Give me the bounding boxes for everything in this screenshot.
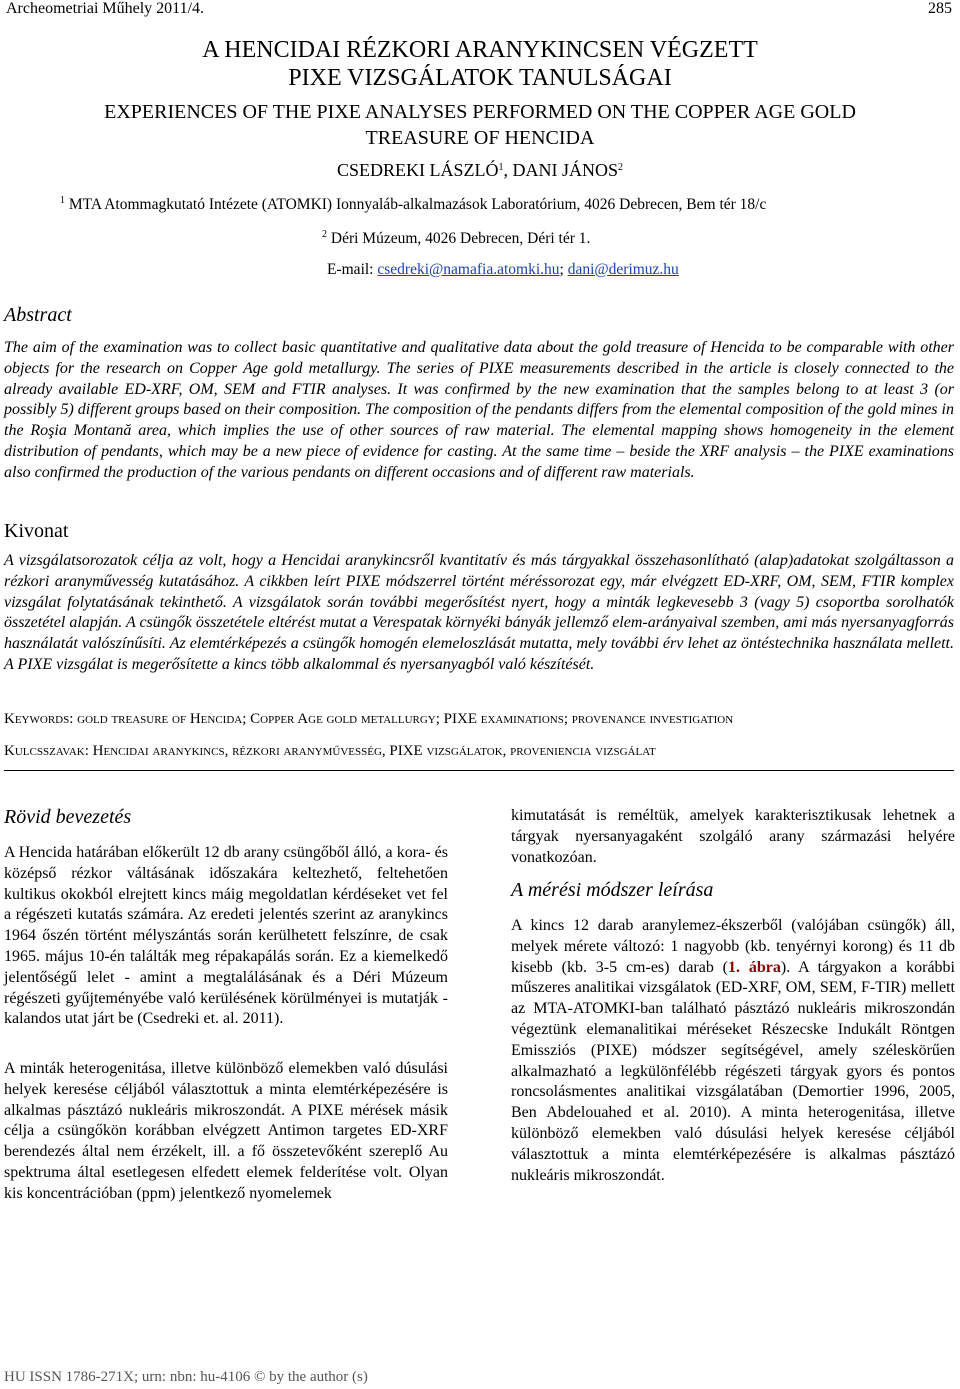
email-separator: ; [559,261,568,278]
intro-paragraph-1: A Hencida határában előkerült 12 db arany csüngőből álló, a kora- és középső rézkor váltásának időszakára keltezhető, feltehetően kultikus okokból elrejtett kincs máig megoldatlan kérdéseket vet fel a régészeti kutatás számára. Az eredeti jelentés szerint az aranykincs 1964 őszén történt mélyszántás során kerülhetett felszínre, de csak 1965. május 10-én találták meg répakapálás során. Ez a kiemelkedő jelentőségű lelet - amint a megtalálásának és a Déri Múzeum régészeti gyűjteményébe való kerülésének körülményei is mutatják - kalandos utat járt be (Csedreki et. al. 2011). [4,844,448,1028]
authors [0,160,960,181]
method-heading: A mérési módszer leírása [511,879,714,901]
author-2: DANI JÁNOS [512,160,618,180]
email-link-dani[interactable]: dani@derimuz.hu [567,261,679,278]
issn-footer: HU ISSN 1786-271X; urn: nbn: hu-4106 © by the author (s) [4,1369,368,1385]
keywords-text: gold treasure of Hencida; Copper Age gold metallurgy; PIXE examinations; provenance investigation [77,711,734,727]
title-english-line1: EXPERIENCES OF THE PIXE ANALYSES PERFORMED ON THE COPPER AGE GOLD [104,101,856,123]
affiliation-2 [322,230,590,248]
kivonat-heading: Kivonat [4,520,69,542]
title-english-line2: TREASURE OF HENCIDA [365,127,595,149]
kivonat-text: A vizsgálatsorozatok célja az volt, hogy a Hencidai aranykincsről kvantitatív és más tárgyakkal összehasonlítható (alap)adatokat szolgáltasson a rézkori aranyművesség kutatásához. A cikkben leírt PIXE módszerrel történt méréssorozat egy, már elvégzett ED-XRF, OM, SEM, FTIR komplex vizsgálat folytatásának tekinthető. A vizsgálatok során további megerősítést nyert, hogy a minták legkevesebb 3 (vagy 5) csoportba sorolhatók összetétel alapján. A csüngők összetétele eltérést mutat a Verespatak környéki bányák jellemző elem-arányaival szemben, ami más nyersanyagforrás használatát valószínűsíti. Az elemtérképezés a csüngők homogén elemeloszlását mutatta, mely további érv lehet az öntéstechnika használata mellett. A PIXE vizsgálat is megerősítette a kincs több alkalommal és nyersanyagból való készítését. [4,552,954,673]
figure-reference-link[interactable]: 1. ábra [728,958,781,976]
affiliation-1-text: MTA Atommagkutató Intézete (ATOMKI) Ionnyaláb-alkalmazások Laboratórium, 4026 Debrecen, Bem tér 18/c [65,196,767,213]
kulcsszavak-text: Hencidai aranykincs, rézkori aranyművesség, PIXE vizsgálatok, proveniencia vizsgálat [92,743,656,759]
abstract-text: The aim of the examination was to collect basic quantitative and qualitative data about the gold treasure of Hencida to be comparable with other objects for the research on Copper Age gold metallurgy. The series of PIXE measurements described in the article is closely connected to the already available ED-XRF, OM, SEM and FTIR analyses. It was confirmed by the new examination that the samples belong to at least 3 (or possibly 5) different groups based on their composition. The composition of the pendants differs from the elemental composition of the gold mines in the Roşia Montană area, which implies the use of other sources of raw material. The elemental mapping shows homogeneity in the element distribution of pendants, which may be a new piece of evidence for casting. At the same time – beside the XRF analysis – the PIXE examinations also confirmed the production of the various pendants on different occasions and of different raw materials. [4,339,954,481]
section-divider [4,770,954,771]
page-number: 285 [928,0,952,17]
affiliation-1-mark: 1 [60,195,65,206]
author-1: CSEDREKI LÁSZLÓ [336,160,499,180]
affiliation-2-text: Déri Múzeum, 4026 Debrecen, Déri tér 1. [327,230,591,247]
abstract-heading: Abstract [4,304,72,326]
email-link-csedreki[interactable]: csedreki@namafia.atomki.hu [377,261,560,278]
title-hungarian [0,36,960,92]
intro-heading: Rövid bevezetés [4,806,132,828]
intro-paragraph-2: A minták heterogenitása, illetve különböző elemekben való dúsulási helyek keresése céljából választottuk a minta elemtérképezésére is alkalmas pásztázó nukleáris mikroszondát. A PIXE mérések másik célja a csüngőkön korábban elvégzett Antimon targetes ED-XRF berendezés által nem érzékelt, ill. a fő összetevőként szereplő Au spektruma által esetlegesen elfedett elemek felderítése volt. Olyan kis koncentrációban (ppm) jelentkező nyomelemek [4,1060,448,1202]
method-paragraph-part-1: A kincs 12 darab aranylemez-ékszerből (valójában csüngők) áll, melyek mérete változó: 1 nagyobb (kb. tenyérnyi korong) és 11 db kisebb (kb. 3-5 cm-es) darab ( [511,917,955,976]
kulcsszavak-line [4,743,656,760]
affiliation-2-mark: 2 [322,229,327,240]
intro-paragraph-continued: kimutatását is reméltük, amelyek karakterisztikusak lehetnek a tárgyak nyersanyagaként szolgáló arany származási helyére vonatkozóan. [511,807,955,866]
keywords-label: Keywords: [4,711,78,727]
title-english [0,99,960,151]
affiliation-1 [60,196,766,214]
author-1-affiliation-mark: 1 [498,162,504,173]
method-paragraph-part-2: ). A tárgyakon a korábbi műszeres analitikai vizsgálatok (ED-XRF, OM, SEM, F-TIR) mellett az MTA-ATOMKI-ban található pásztázó nukleáris mikroszondán végeztünk elemanalitikai méréseket Részecske Indukált Röntgen Emissziós (PIXE) módszer segítségével, amely széleskörűen alkalmazható a legkülönfélébb régészeti tárgyak gyors és pontos roncsolásmentes analitikai vizsgálatában (Demortier 1996, 2005, Ben Abdelouahed et al. 2010). A minta heterogenitása, illetve különböző elemekben való dúsulási helyek keresése céljából választottuk a minta elemtérképezésére is alkalmas pásztázó nukleáris mikroszondát. [511,958,955,1184]
keywords-line [4,711,733,728]
kulcsszavak-label: Kulcsszavak: [4,743,93,759]
method-paragraph [511,916,955,1186]
email-label: E-mail: [327,261,378,278]
author-separator: , [503,160,513,180]
journal-header: Archeometriai Műhely 2011/4. [6,0,205,17]
title-hungarian-line1: A HENCIDAI RÉZKORI ARANYKINCSEN VÉGZETT [202,37,758,63]
author-2-affiliation-mark: 2 [618,162,623,173]
email-line [327,261,679,279]
title-hungarian-line2: PIXE VIZSGÁLATOK TANULSÁGAI [288,65,672,91]
